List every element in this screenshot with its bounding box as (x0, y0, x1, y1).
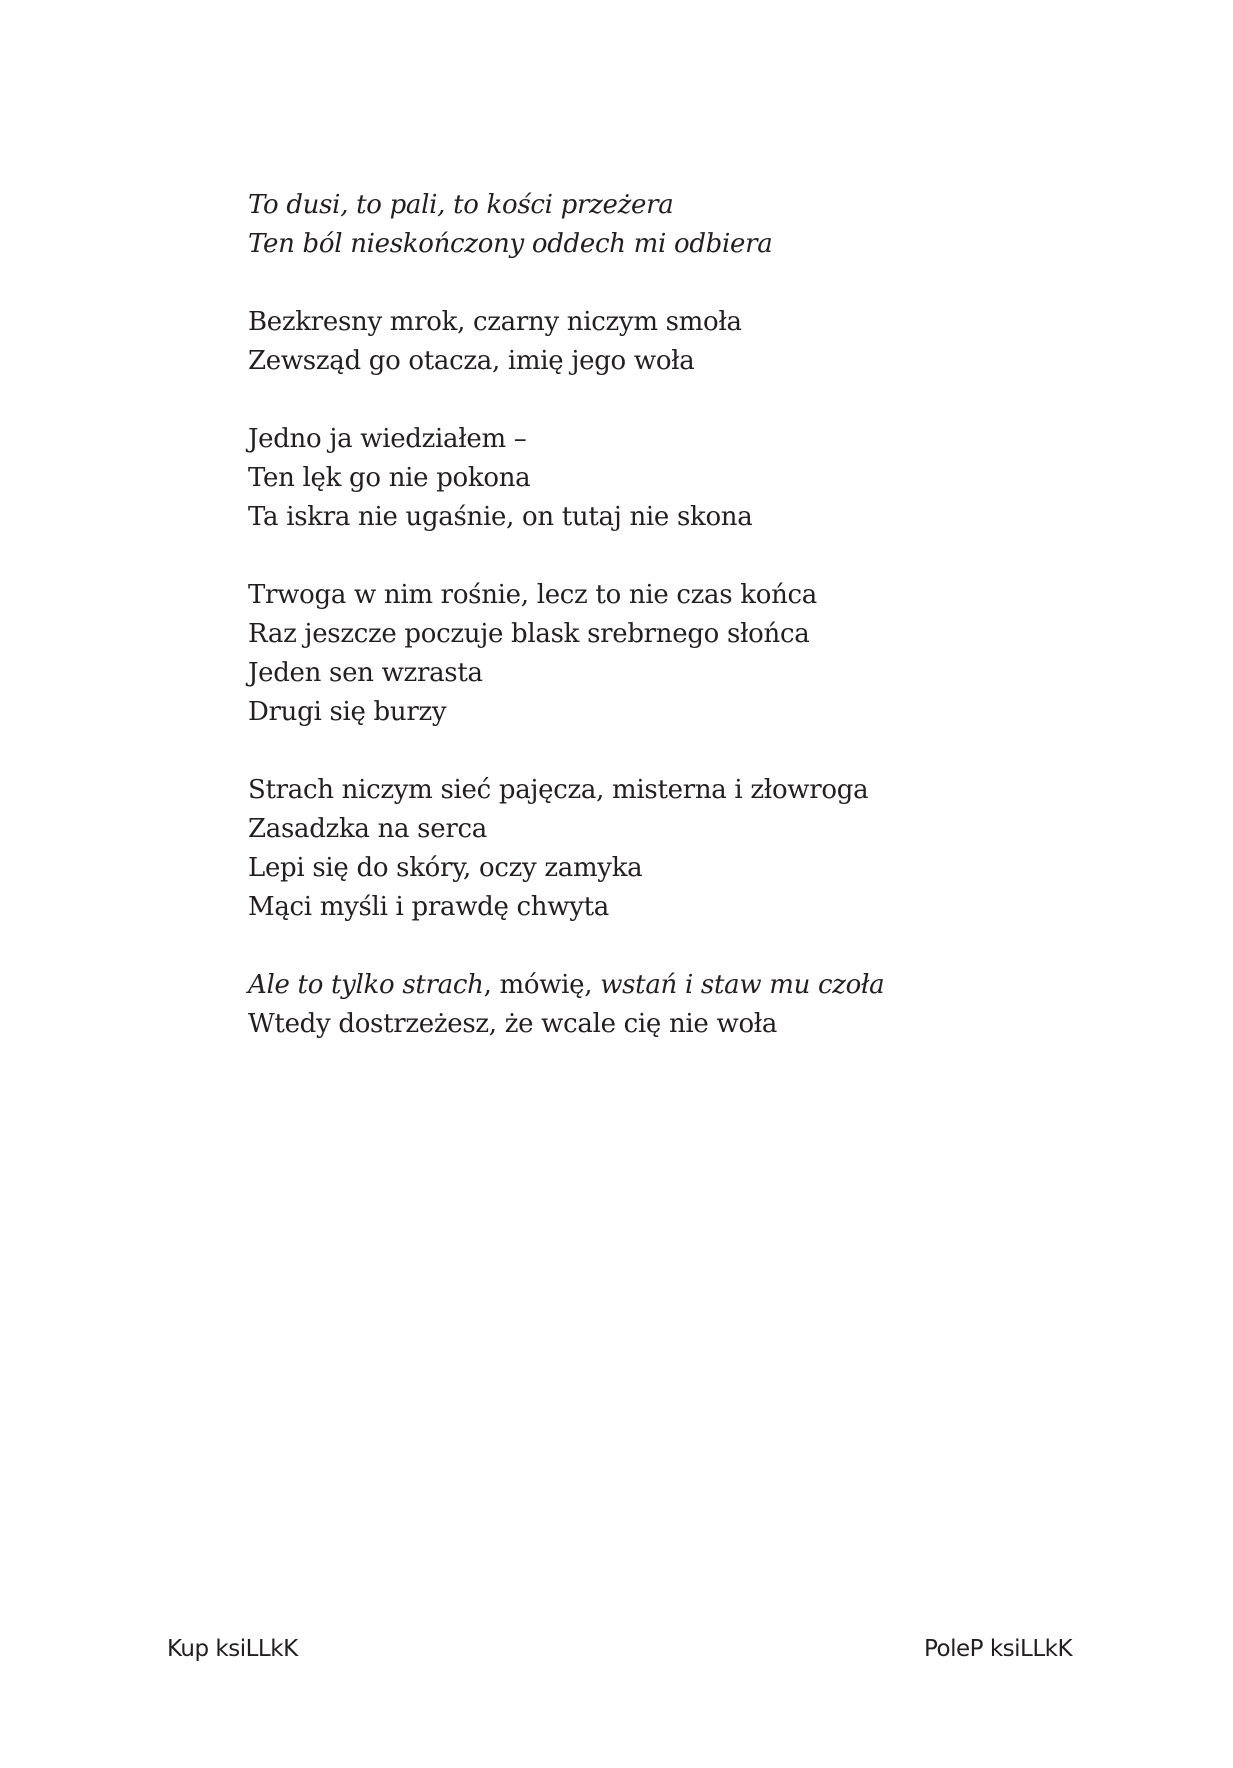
stanza-gap (248, 732, 1128, 771)
buy-book-link[interactable]: Kup ksiLLkK (167, 1636, 298, 1662)
poem-line: Zewsząd go otacza, imię jego woła (248, 346, 695, 376)
stanza-gap (248, 381, 1128, 420)
poem-line: Wtedy dostrzeżesz, że wcale cię nie woła (248, 1009, 778, 1039)
stanza-gap (248, 264, 1128, 303)
poem-line: Lepi się do skóry, oczy zamyka (248, 853, 643, 883)
poem-line: Drugi się burzy (248, 697, 447, 727)
poem-line: Trwoga w nim rośnie, lecz to nie czas końca (248, 580, 817, 610)
poem-line: Zasadzka na serca (248, 814, 487, 844)
poem-line: Strach niczym sieć pajęcza, misterna i złowroga (248, 775, 869, 805)
poem (248, 186, 1128, 1044)
poem-line: Mąci myśli i prawdę chwyta (248, 892, 609, 922)
recommend-book-link[interactable]: PoleP ksiLLkK (924, 1636, 1073, 1662)
poem-line: Jeden sen wzrasta (248, 658, 483, 688)
poem-line: To dusi, to pali, to kości przeżera (248, 190, 674, 220)
stanza-3 (248, 420, 1128, 537)
roman-phrase: , mówię, (483, 970, 601, 1000)
stanza-6 (248, 966, 1128, 1044)
stanza-1 (248, 186, 1128, 264)
stanza-4 (248, 576, 1128, 732)
stanza-2 (248, 303, 1128, 381)
poem-line: Ten ból nieskończony oddech mi odbiera (248, 229, 773, 259)
poem-line: Jedno ja wiedziałem – (248, 424, 527, 454)
stanza-gap (248, 537, 1128, 576)
stanza-gap (248, 927, 1128, 966)
poem-line: Ta iskra nie ugaśnie, on tutaj nie skona (248, 502, 753, 532)
poem-line-mixed (248, 966, 1128, 1005)
poem-line: Ten lęk go nie pokona (248, 463, 531, 493)
stanza-5 (248, 771, 1128, 927)
italic-phrase: Ale to tylko strach (248, 970, 484, 1000)
italic-phrase: wstań i staw mu czoła (600, 970, 885, 1000)
poem-line: Raz jeszcze poczuje blask srebrnego słońca (248, 619, 810, 649)
poem-line: Bezkresny mrok, czarny niczym smoła (248, 307, 742, 337)
